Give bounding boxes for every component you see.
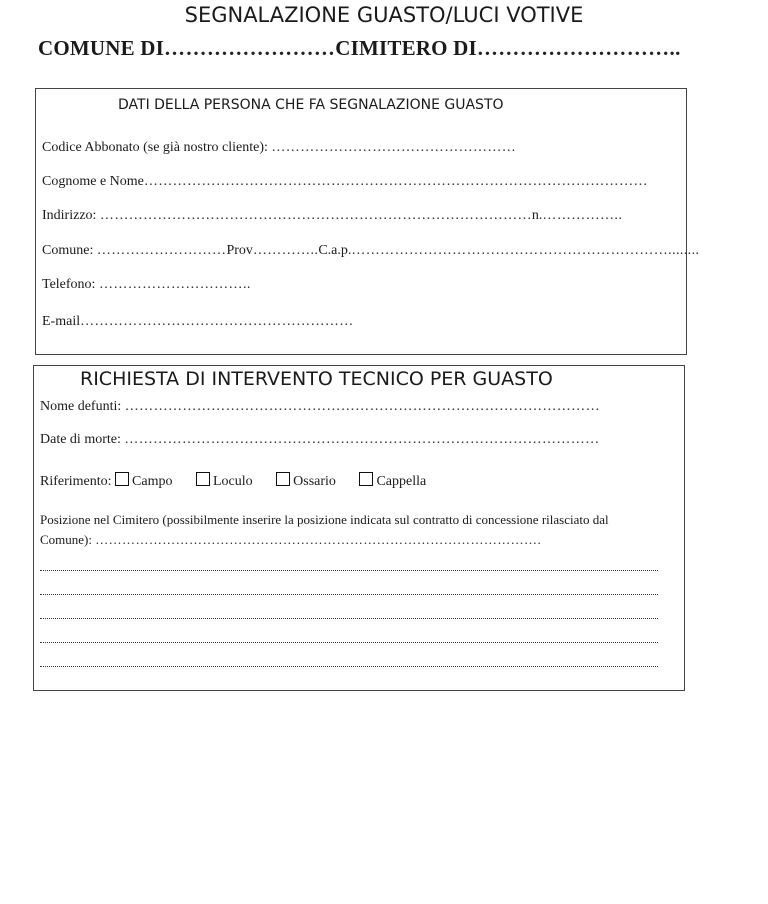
cimitero-label: CIMITERO DI <box>335 36 477 60</box>
telefono-label: Telefono: <box>42 277 96 292</box>
option-loculo-label: Loculo <box>213 474 253 489</box>
codice-abbonato-field[interactable]: …………………………………………… <box>271 140 517 155</box>
comune-label: COMUNE DI <box>38 36 165 60</box>
section1-heading: DATI DELLA PERSONA CHE FA SEGNALAZIONE GUASTO <box>118 97 504 113</box>
posizione-line-2[interactable] <box>40 594 658 595</box>
cognome-nome-row <box>42 174 648 190</box>
cognome-nome-field[interactable]: …………………………………………………………………………………………… <box>143 174 648 189</box>
prov-field[interactable]: ………….. <box>252 243 319 258</box>
date-morte-label: Date di morte: <box>40 432 121 447</box>
indirizzo-field[interactable]: ……………………………………………………………………………… <box>99 208 532 223</box>
email-field[interactable]: ………………………………………………… <box>80 314 354 329</box>
document-title: SEGNALAZIONE GUASTO/LUCI VOTIVE <box>184 3 584 27</box>
codice-abbonato-label: Codice Abbonato (se già nostro cliente): <box>42 140 268 155</box>
nome-defunti-row <box>40 399 600 415</box>
riferimento-row <box>40 472 446 490</box>
posizione-field[interactable]: ………………………………………………………………………………………. <box>95 532 542 547</box>
posizione-line-5[interactable] <box>40 666 658 667</box>
cognome-nome-label: Cognome e Nome <box>42 174 144 189</box>
cap-field[interactable]: …………………………………………………………........ <box>351 243 700 258</box>
option-cappella-label: Cappella <box>376 474 427 489</box>
comune-label: Comune: <box>42 243 94 258</box>
prov-label: Prov <box>226 243 253 258</box>
comune-prov-cap-row <box>42 243 699 259</box>
option-campo-label: Campo <box>132 474 173 489</box>
date-morte-field[interactable]: ……………………………………………………………………………………… <box>124 432 600 447</box>
section2-heading: RICHIESTA DI INTERVENTO TECNICO PER GUASTO <box>80 368 553 390</box>
checkbox-icon[interactable] <box>276 472 290 486</box>
riferimento-label: Riferimento: <box>40 474 112 489</box>
nome-defunti-label: Nome defunti: <box>40 399 122 414</box>
date-morte-row <box>40 432 600 448</box>
telefono-row <box>42 277 251 293</box>
posizione-comune-label: Comune): <box>40 532 92 547</box>
comune-field[interactable]: ……………………… <box>96 243 227 258</box>
posizione-comune-row <box>40 532 541 548</box>
option-campo[interactable] <box>115 474 172 489</box>
option-ossario-label: Ossario <box>293 474 336 489</box>
codice-abbonato-row <box>42 140 516 156</box>
option-ossario[interactable] <box>276 474 336 489</box>
email-label: E-mail <box>42 314 81 329</box>
option-cappella[interactable] <box>359 474 426 489</box>
telefono-field[interactable]: ………………………….. <box>98 277 251 292</box>
posizione-line-3[interactable] <box>40 618 658 619</box>
civico-label: n. <box>531 208 543 223</box>
nome-defunti-field[interactable]: ……………………………………………………………………………………… <box>124 399 600 414</box>
posizione-line-4[interactable] <box>40 642 658 643</box>
comune-cimitero-line <box>38 36 681 61</box>
checkbox-icon[interactable] <box>196 472 210 486</box>
indirizzo-row <box>42 208 622 224</box>
civico-field[interactable]: …………….. <box>542 208 623 223</box>
indirizzo-label: Indirizzo: <box>42 208 97 223</box>
checkbox-icon[interactable] <box>115 472 129 486</box>
option-loculo[interactable] <box>196 474 253 489</box>
posizione-text: Posizione nel Cimitero (possibilmente inserire la posizione indicata sul contratto di concessione rilasciato dal <box>40 512 609 527</box>
comune-field[interactable]: …………………… <box>164 36 336 60</box>
checkbox-icon[interactable] <box>359 472 373 486</box>
email-row <box>42 314 354 330</box>
cimitero-field[interactable]: ……………………….. <box>476 36 681 60</box>
cap-label: C.a.p. <box>318 243 352 258</box>
posizione-line-1[interactable] <box>40 570 658 571</box>
